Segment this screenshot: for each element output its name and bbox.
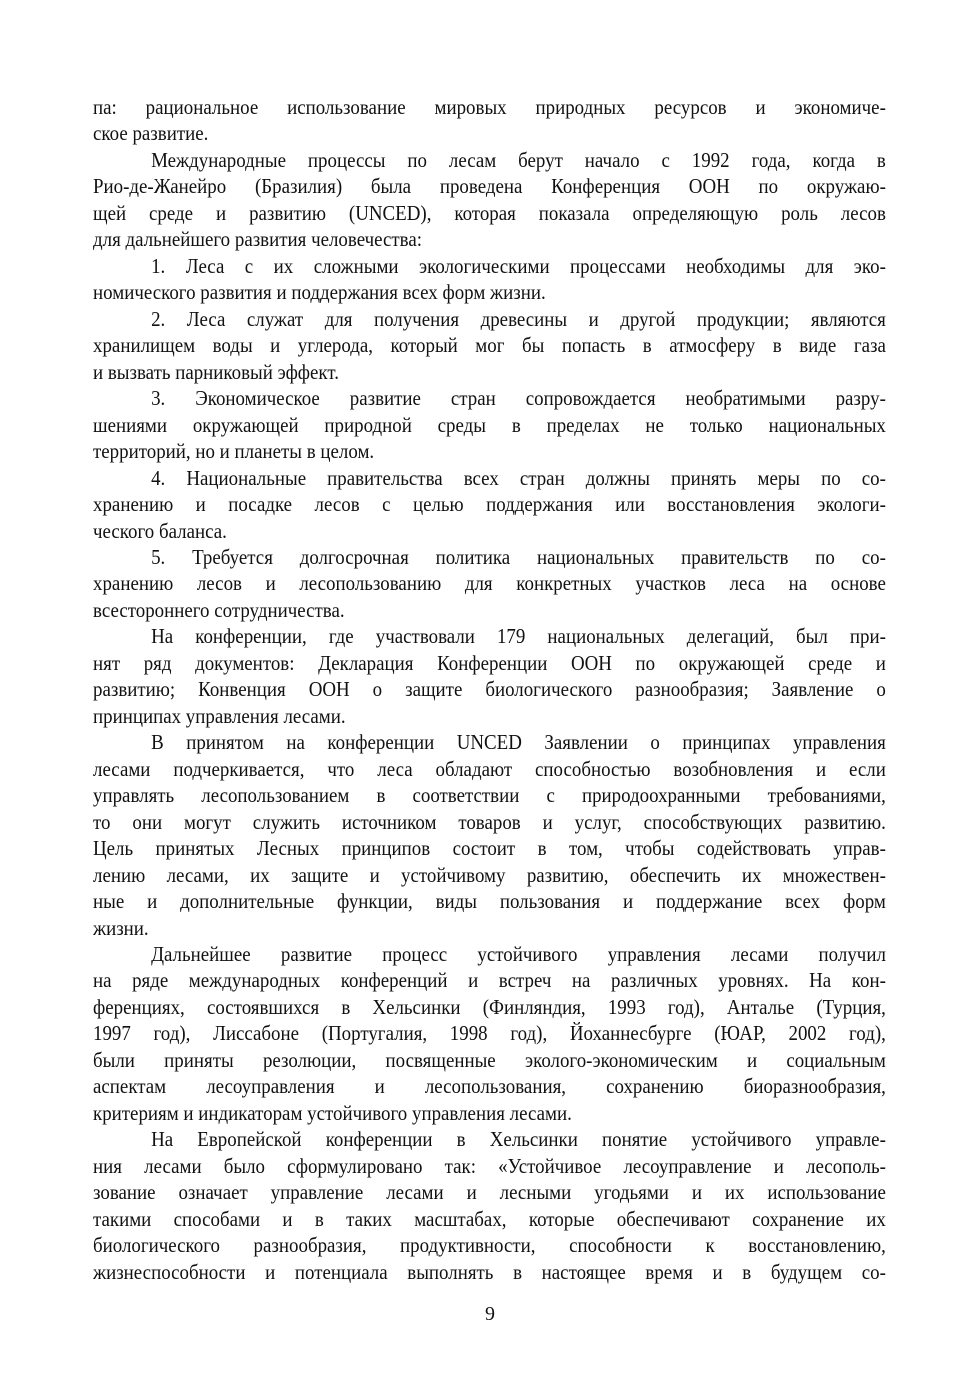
text-line: ское развитие. <box>93 121 209 146</box>
text-line: хранению и посадке лесов с целью поддержания или восстановления экологи- <box>93 492 886 517</box>
paragraph <box>93 729 886 941</box>
text-line: па: рациональное использование мировых природных ресурсов и экономиче- <box>93 95 886 119</box>
text-line: жизни. <box>93 915 149 940</box>
text-line: ческого баланса. <box>93 518 227 543</box>
paragraph <box>93 94 886 147</box>
text-line: Цель принятых Лесных принципов состоит в том, чтобы содействовать управ- <box>93 836 886 861</box>
text-line: Дальнейшее развитие процесс устойчивого управления лесами получил <box>151 942 886 966</box>
paragraph <box>93 253 886 306</box>
paragraph <box>93 465 886 544</box>
text-line: 2. Леса служат для получения древесины и другой продукции; являются <box>151 306 886 331</box>
paragraph <box>93 385 886 464</box>
text-line: шениями окружающей природной среды в пределах не только национальных <box>93 412 886 437</box>
text-line: 3. Экономическое развитие стран сопровождается необратимыми разру- <box>151 386 886 411</box>
paragraph <box>93 544 886 623</box>
text-line: критериям и индикаторам устойчивого управления лесами. <box>93 1100 572 1125</box>
text-line: жизнеспособности и потенциала выполнять в настоящее время и в будущем со- <box>93 1259 886 1284</box>
text-line: развитию; Конвенция ООН о защите биологического разнообразия; Заявление о <box>93 677 886 702</box>
text-line: управлять лесопользованием в соответствии с природоохранными требованиями, <box>93 783 886 808</box>
text-line: территорий, но и планеты в целом. <box>93 439 375 464</box>
text-line: и вызвать парниковый эффект. <box>93 359 339 384</box>
text-line: принципах управления лесами. <box>93 703 346 728</box>
text-line: для дальнейшего развития человечества: <box>93 227 423 252</box>
text-line: такими способами и в таких масштабах, которые обеспечивают сохранение их <box>93 1206 886 1231</box>
text-line: на ряде международных конференций и встреч на различных уровнях. На кон- <box>93 968 886 993</box>
text-line: ные и дополнительные функции, виды пользования и поддержание всех форм <box>93 889 886 914</box>
text-line: аспектам лесоуправления и лесопользования, сохранению биоразнообразия, <box>93 1074 886 1099</box>
text-line: хранению лесов и лесопользованию для конкретных участков леса на основе <box>93 571 886 596</box>
text-line: 1997 год), Лиссабоне (Португалия, 1998 год), Йоханнесбурге (ЮАР, 2002 год), <box>93 1021 886 1046</box>
text-line: В принятом на конференции UNCED Заявлении о принципах управления <box>151 730 886 755</box>
text-line: 1. Леса с их сложными экологическими процессами необходимы для эко- <box>151 253 886 278</box>
paragraph <box>93 1126 886 1285</box>
text-line: то они могут служить источником товаров и услуг, способствующих развитию. <box>93 809 886 834</box>
text-line: были приняты резолюции, посвященные эколого-экономическим и социальным <box>93 1047 886 1072</box>
text-line: Рио-де-Жанейро (Бразилия) была проведена Конференция ООН по окружаю- <box>93 174 886 199</box>
text-line: нят ряд документов: Декларация Конференции ООН по окружающей среде и <box>93 650 886 675</box>
text-line: номического развития и поддержания всех форм жизни. <box>93 280 546 305</box>
page-body-text <box>93 94 886 1285</box>
text-line: хранилищем воды и углерода, который мог бы попасть в атмосферу в виде газа <box>93 333 886 358</box>
text-line: ния лесами было сформулировано так: «Устойчивое лесоуправление и лесополь- <box>93 1153 886 1178</box>
text-line: На Европейской конференции в Хельсинки понятие устойчивого управле- <box>151 1127 886 1152</box>
text-line: зование означает управление лесами и лесными угодьями и их использование <box>93 1180 886 1205</box>
text-line: всестороннего сотрудничества. <box>93 597 345 622</box>
text-line: ференциях, состоявшихся в Хельсинки (Финляндия, 1993 год), Анталье (Турция, <box>93 994 886 1019</box>
paragraph <box>93 306 886 385</box>
text-line: лесами подчеркивается, что леса обладают способностью возобновления и если <box>93 756 886 781</box>
text-line: 5. Требуется долгосрочная политика национальных правительств по со- <box>151 544 886 569</box>
text-line: щей среде и развитию (UNCED), которая показала определяющую роль лесов <box>93 200 886 225</box>
text-line: биологического разнообразия, продуктивности, способности к восстановлению, <box>93 1233 886 1258</box>
text-line: 4. Национальные правительства всех стран должны принять меры по со- <box>151 465 886 490</box>
paragraph <box>93 147 886 253</box>
paragraph <box>93 941 886 1126</box>
text-line: лению лесами, их защите и устойчивому развитию, обеспечить их множествен- <box>93 862 886 887</box>
page-number: 9 <box>485 1303 495 1325</box>
text-line: Международные процессы по лесам берут начало с 1992 года, когда в <box>151 147 886 172</box>
text-line: На конференции, где участвовали 179 национальных делегаций, был при- <box>151 624 886 649</box>
paragraph <box>93 623 886 729</box>
